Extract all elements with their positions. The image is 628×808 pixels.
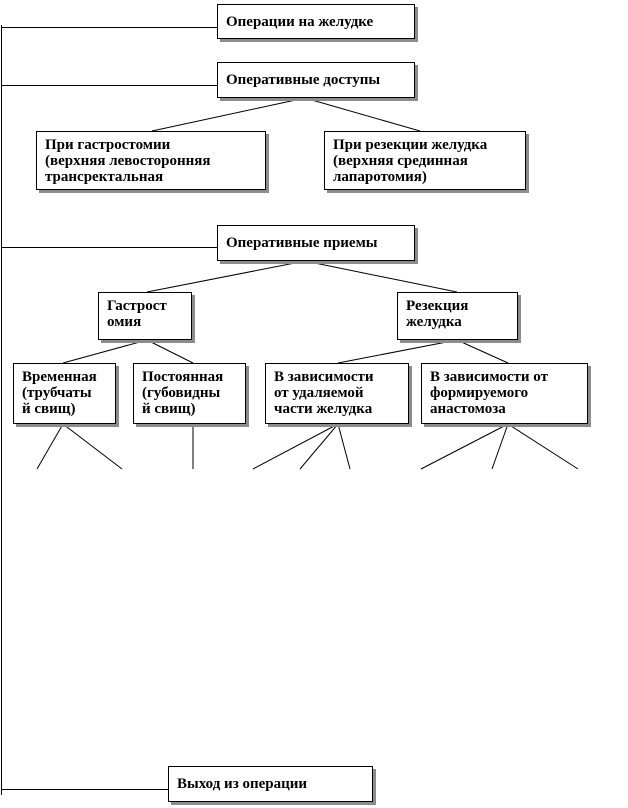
access-to-resection-line: [305, 98, 420, 131]
temporary-branch-right: [63, 424, 122, 469]
techniques-to-resection-line: [305, 261, 457, 292]
removed-part-branch-1: [253, 424, 338, 469]
box-by-removed-part: В зависимости от удаляемой части желудка: [265, 363, 409, 424]
box-gastrostomy: Гастрост омия: [98, 292, 192, 340]
box-by-anastomosis: В зависимости от формируемого анастомоза: [421, 363, 588, 424]
gastrostomy-to-temporary-line: [63, 340, 147, 363]
gastrostomy-to-permanent-line: [147, 340, 193, 363]
box-operative-techniques: Оперативные приемы: [217, 225, 415, 261]
box-gastrostomy-access: При гастростомии (верхняя левосторонняя трансректальная: [36, 131, 266, 190]
removed-part-branch-3: [338, 424, 350, 469]
access-to-gastrostomy-line: [152, 98, 305, 131]
anastomosis-branch-1: [421, 424, 508, 469]
box-exit-operation: Выход из операции: [168, 766, 373, 802]
box-permanent: Постоянная (губовидны й свищ): [133, 363, 246, 424]
resection-to-removed-part-line: [338, 340, 457, 363]
removed-part-branch-2: [300, 424, 338, 469]
box-resection-access: При резекции желудка (верхняя срединная лапаротомия): [324, 131, 526, 190]
box-resection: Резекция желудка: [397, 292, 518, 340]
resection-to-anastomosis-line: [457, 340, 508, 363]
temporary-branch-left: [37, 424, 63, 469]
box-operations: Операции на желудке: [217, 4, 415, 39]
anastomosis-branch-3: [508, 424, 578, 469]
techniques-to-gastrostomy-line: [147, 261, 305, 292]
box-operative-access: Оперативные доступы: [217, 62, 415, 98]
box-temporary: Временная (трубчаты й свищ): [13, 363, 116, 424]
